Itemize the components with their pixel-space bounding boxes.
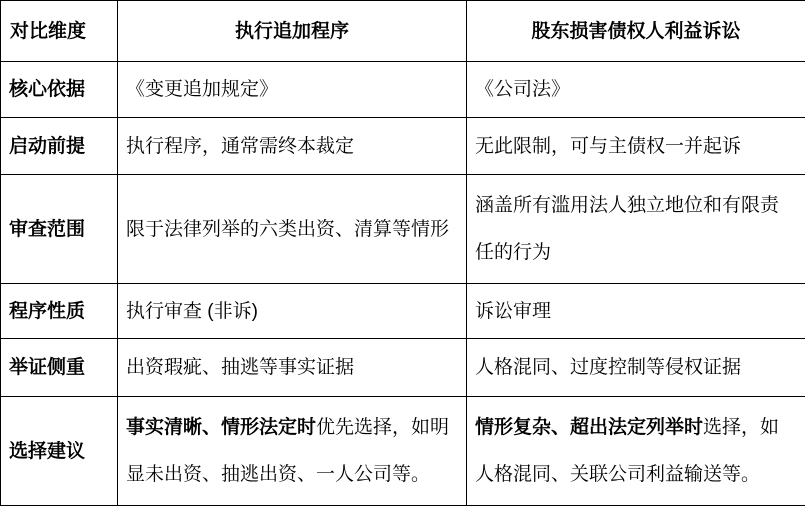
execution-procedure-cell — [118, 118, 467, 175]
text-segment: 选择，如人格混同、关联公司利益输送等。 — [475, 417, 779, 485]
text-segment: 执行程序，通常需终本裁定 — [126, 136, 354, 157]
shareholder-litigation-cell — [467, 339, 805, 397]
table-row — [1, 284, 805, 339]
shareholder-litigation-cell — [467, 62, 805, 118]
text-segment: 无此限制，可与主债权一并起诉 — [475, 136, 741, 157]
execution-procedure-cell — [118, 284, 467, 339]
shareholder-litigation-cell — [467, 397, 805, 506]
shareholder-litigation-cell — [467, 284, 805, 339]
shareholder-litigation-cell — [467, 118, 805, 175]
text-segment: 《公司法》 — [475, 79, 570, 100]
header-execution-addition-procedure: 执行追加程序 — [118, 1, 467, 62]
execution-procedure-cell — [118, 62, 467, 118]
execution-procedure-cell — [118, 175, 467, 284]
table-row — [1, 118, 805, 175]
header-row — [1, 1, 805, 62]
table-row — [1, 175, 805, 284]
execution-procedure-cell — [118, 339, 467, 397]
text-segment: 《变更追加规定》 — [126, 79, 278, 100]
text-segment: 执行审查 (非诉) — [126, 301, 258, 322]
text-segment: 出资瑕疵、抽逃等事实证据 — [126, 357, 354, 378]
bold-text-segment: 事实清晰、情形法定时 — [126, 417, 316, 438]
bold-text-segment: 情形复杂、超出法定列举时 — [475, 417, 703, 438]
text-segment: 优先选择，如明显未出资、抽逃出资、一人公司等。 — [126, 417, 449, 485]
execution-procedure-cell — [118, 397, 467, 506]
row-label-cell: 举证侧重 — [1, 339, 118, 397]
text-segment: 涵盖所有滥用法人独立地位和有限责任的行为 — [475, 195, 779, 263]
header-shareholder-creditor-litigation: 股东损害债权人利益诉讼 — [467, 1, 805, 62]
table-row — [1, 339, 805, 397]
row-label-cell: 审查范围 — [1, 175, 118, 284]
text-segment: 限于法律列举的六类出资、清算等情形 — [126, 219, 449, 240]
header-comparison-dimension: 对比维度 — [1, 1, 118, 62]
row-label-cell: 程序性质 — [1, 284, 118, 339]
table-row — [1, 397, 805, 506]
text-segment: 诉讼审理 — [475, 301, 551, 322]
row-label-cell: 选择建议 — [1, 397, 118, 506]
shareholder-litigation-cell — [467, 175, 805, 284]
text-segment: 人格混同、过度控制等侵权证据 — [475, 357, 741, 378]
row-label-cell: 启动前提 — [1, 118, 118, 175]
row-label-cell: 核心依据 — [1, 62, 118, 118]
table-row — [1, 62, 805, 118]
